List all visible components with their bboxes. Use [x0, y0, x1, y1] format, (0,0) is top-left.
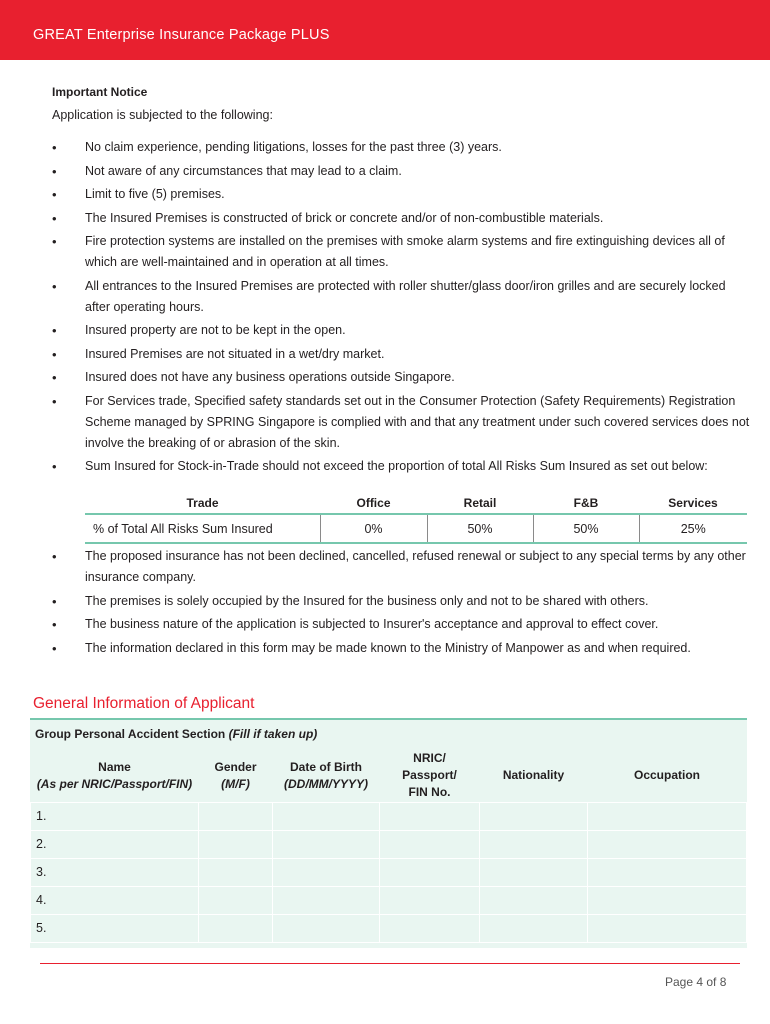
bullet-item: • The business nature of the application is subjected to Insurer's acceptance and approval to effect cover. — [52, 614, 752, 635]
services-value: 25% — [639, 514, 747, 543]
col-trade: Trade — [85, 492, 320, 514]
table-row — [31, 802, 747, 830]
bullet-item: • Insured does not have any business operations outside Singapore. — [52, 367, 752, 388]
row-number: 1. — [31, 802, 199, 830]
nric-field[interactable] — [380, 802, 480, 830]
occupation-field[interactable] — [588, 914, 747, 942]
gender-field[interactable] — [199, 802, 273, 830]
footer-divider — [40, 963, 740, 964]
col-occupation: Occupation — [588, 750, 747, 802]
bullet-item: • Insured Premises are not situated in a wet/dry market. — [52, 344, 752, 365]
group-personal-accident-section — [30, 718, 747, 948]
bullet-icon: • — [52, 346, 57, 362]
bullet-item: • The information declared in this form may be made known to the Ministry of Manpower as and when required. — [52, 638, 752, 659]
table-row — [31, 886, 747, 914]
col-retail: Retail — [427, 492, 533, 514]
col-fnb: F&B — [533, 492, 639, 514]
col-dob: Date of Birth (DD/MM/YYYY) — [273, 750, 380, 802]
col-gender: Gender (M/F) — [199, 750, 273, 802]
notice-heading: Important Notice — [52, 85, 148, 99]
bullet-item: • Sum Insured for Stock-in-Trade should not exceed the proportion of total All Risks Sum Insured as set out below: — [52, 456, 752, 477]
table-row — [31, 914, 747, 942]
bullet-icon: • — [52, 187, 57, 202]
gender-field[interactable] — [199, 858, 273, 886]
gpa-heading-note: (Fill if taken up) — [228, 727, 318, 741]
dob-field[interactable] — [273, 858, 380, 886]
table-row — [31, 858, 747, 886]
row-label: % of Total All Risks Sum Insured — [85, 514, 320, 543]
bullet-icon: • — [52, 234, 57, 249]
occupation-field[interactable] — [588, 886, 747, 914]
gender-field[interactable] — [199, 830, 273, 858]
row-number: 5. — [31, 914, 199, 942]
bullet-icon: • — [52, 370, 57, 385]
col-name: Name (As per NRIC/Passport/FIN) — [31, 750, 199, 802]
notice-bullet-list — [52, 137, 752, 480]
bullet-item: • Fire protection systems are installed on the premises with smoke alarm systems and fire extinguishing devices all of which are well-maintained and in operation at all times. — [52, 231, 752, 273]
notice-bullet-list-continued — [52, 546, 752, 661]
nric-field[interactable] — [380, 886, 480, 914]
dob-field[interactable] — [273, 886, 380, 914]
nric-field[interactable] — [380, 830, 480, 858]
bullet-item: • The premises is solely occupied by the Insured for the business only and not to be shared with others. — [52, 591, 752, 612]
bullet-item: • The proposed insurance has not been declined, cancelled, refused renewal or subject to any special terms by any other insurance company. — [52, 546, 752, 588]
bullet-icon: • — [52, 393, 57, 409]
col-services: Services — [639, 492, 747, 514]
bullet-item: • The Insured Premises is constructed of brick or concrete and/or of non-combustible materials. — [52, 208, 752, 229]
gender-field[interactable] — [199, 914, 273, 942]
fnb-value: 50% — [533, 514, 639, 543]
header-bar — [0, 0, 770, 60]
occupation-field[interactable] — [588, 858, 747, 886]
bullet-icon: • — [52, 163, 57, 179]
nationality-field[interactable] — [480, 914, 588, 942]
bullet-icon: • — [52, 278, 57, 294]
gpa-table — [30, 750, 747, 943]
retail-value: 50% — [427, 514, 533, 543]
table-row — [31, 830, 747, 858]
office-value: 0% — [320, 514, 427, 543]
bullet-item: • All entrances to the Insured Premises are protected with roller shutter/glass door/iron grilles and are securely locked after operating hours. — [52, 276, 752, 318]
col-office: Office — [320, 492, 427, 514]
nationality-field[interactable] — [480, 830, 588, 858]
document-title: GREAT Enterprise Insurance Package PLUS — [33, 27, 330, 43]
bullet-icon: • — [52, 640, 57, 656]
bullet-icon: • — [52, 323, 57, 338]
notice-intro: Application is subjected to the following: — [52, 108, 273, 122]
col-nric: NRIC/ Passport/ FIN No. — [380, 750, 480, 802]
nationality-field[interactable] — [480, 858, 588, 886]
nric-field[interactable] — [380, 858, 480, 886]
occupation-field[interactable] — [588, 802, 747, 830]
bullet-icon: • — [52, 549, 57, 564]
nationality-field[interactable] — [480, 802, 588, 830]
bullet-item: • Insured property are not to be kept in the open. — [52, 320, 752, 341]
nric-field[interactable] — [380, 914, 480, 942]
stock-in-trade-table — [85, 492, 747, 544]
bullet-icon: • — [52, 459, 57, 474]
bullet-icon: • — [52, 593, 57, 609]
bullet-item: • No claim experience, pending litigations, losses for the past three (3) years. — [52, 137, 752, 158]
occupation-field[interactable] — [588, 830, 747, 858]
bullet-item: • Limit to five (5) premises. — [52, 184, 752, 205]
nationality-field[interactable] — [480, 886, 588, 914]
bullet-icon: • — [52, 617, 57, 632]
bullet-icon: • — [52, 140, 57, 155]
row-number: 2. — [31, 830, 199, 858]
row-number: 3. — [31, 858, 199, 886]
dob-field[interactable] — [273, 914, 380, 942]
section-title: General Information of Applicant — [33, 695, 255, 712]
row-number: 4. — [31, 886, 199, 914]
table-row — [85, 514, 747, 543]
col-nationality: Nationality — [480, 750, 588, 802]
bullet-item: • Not aware of any circumstances that may lead to a claim. — [52, 161, 752, 182]
dob-field[interactable] — [273, 830, 380, 858]
gpa-heading: Group Personal Accident Section (Fill if taken up) — [35, 727, 318, 741]
bullet-item: • For Services trade, Specified safety standards set out in the Consumer Protection (Safety Requirements) Registration Scheme managed by SPRING Singapore is complied with and that any treatment under such covered services does not involve the breaking of or abrasion of the skin. — [52, 391, 752, 454]
bullet-icon: • — [52, 210, 57, 226]
gender-field[interactable] — [199, 886, 273, 914]
page-number: Page 4 of 8 — [665, 975, 727, 989]
dob-field[interactable] — [273, 802, 380, 830]
